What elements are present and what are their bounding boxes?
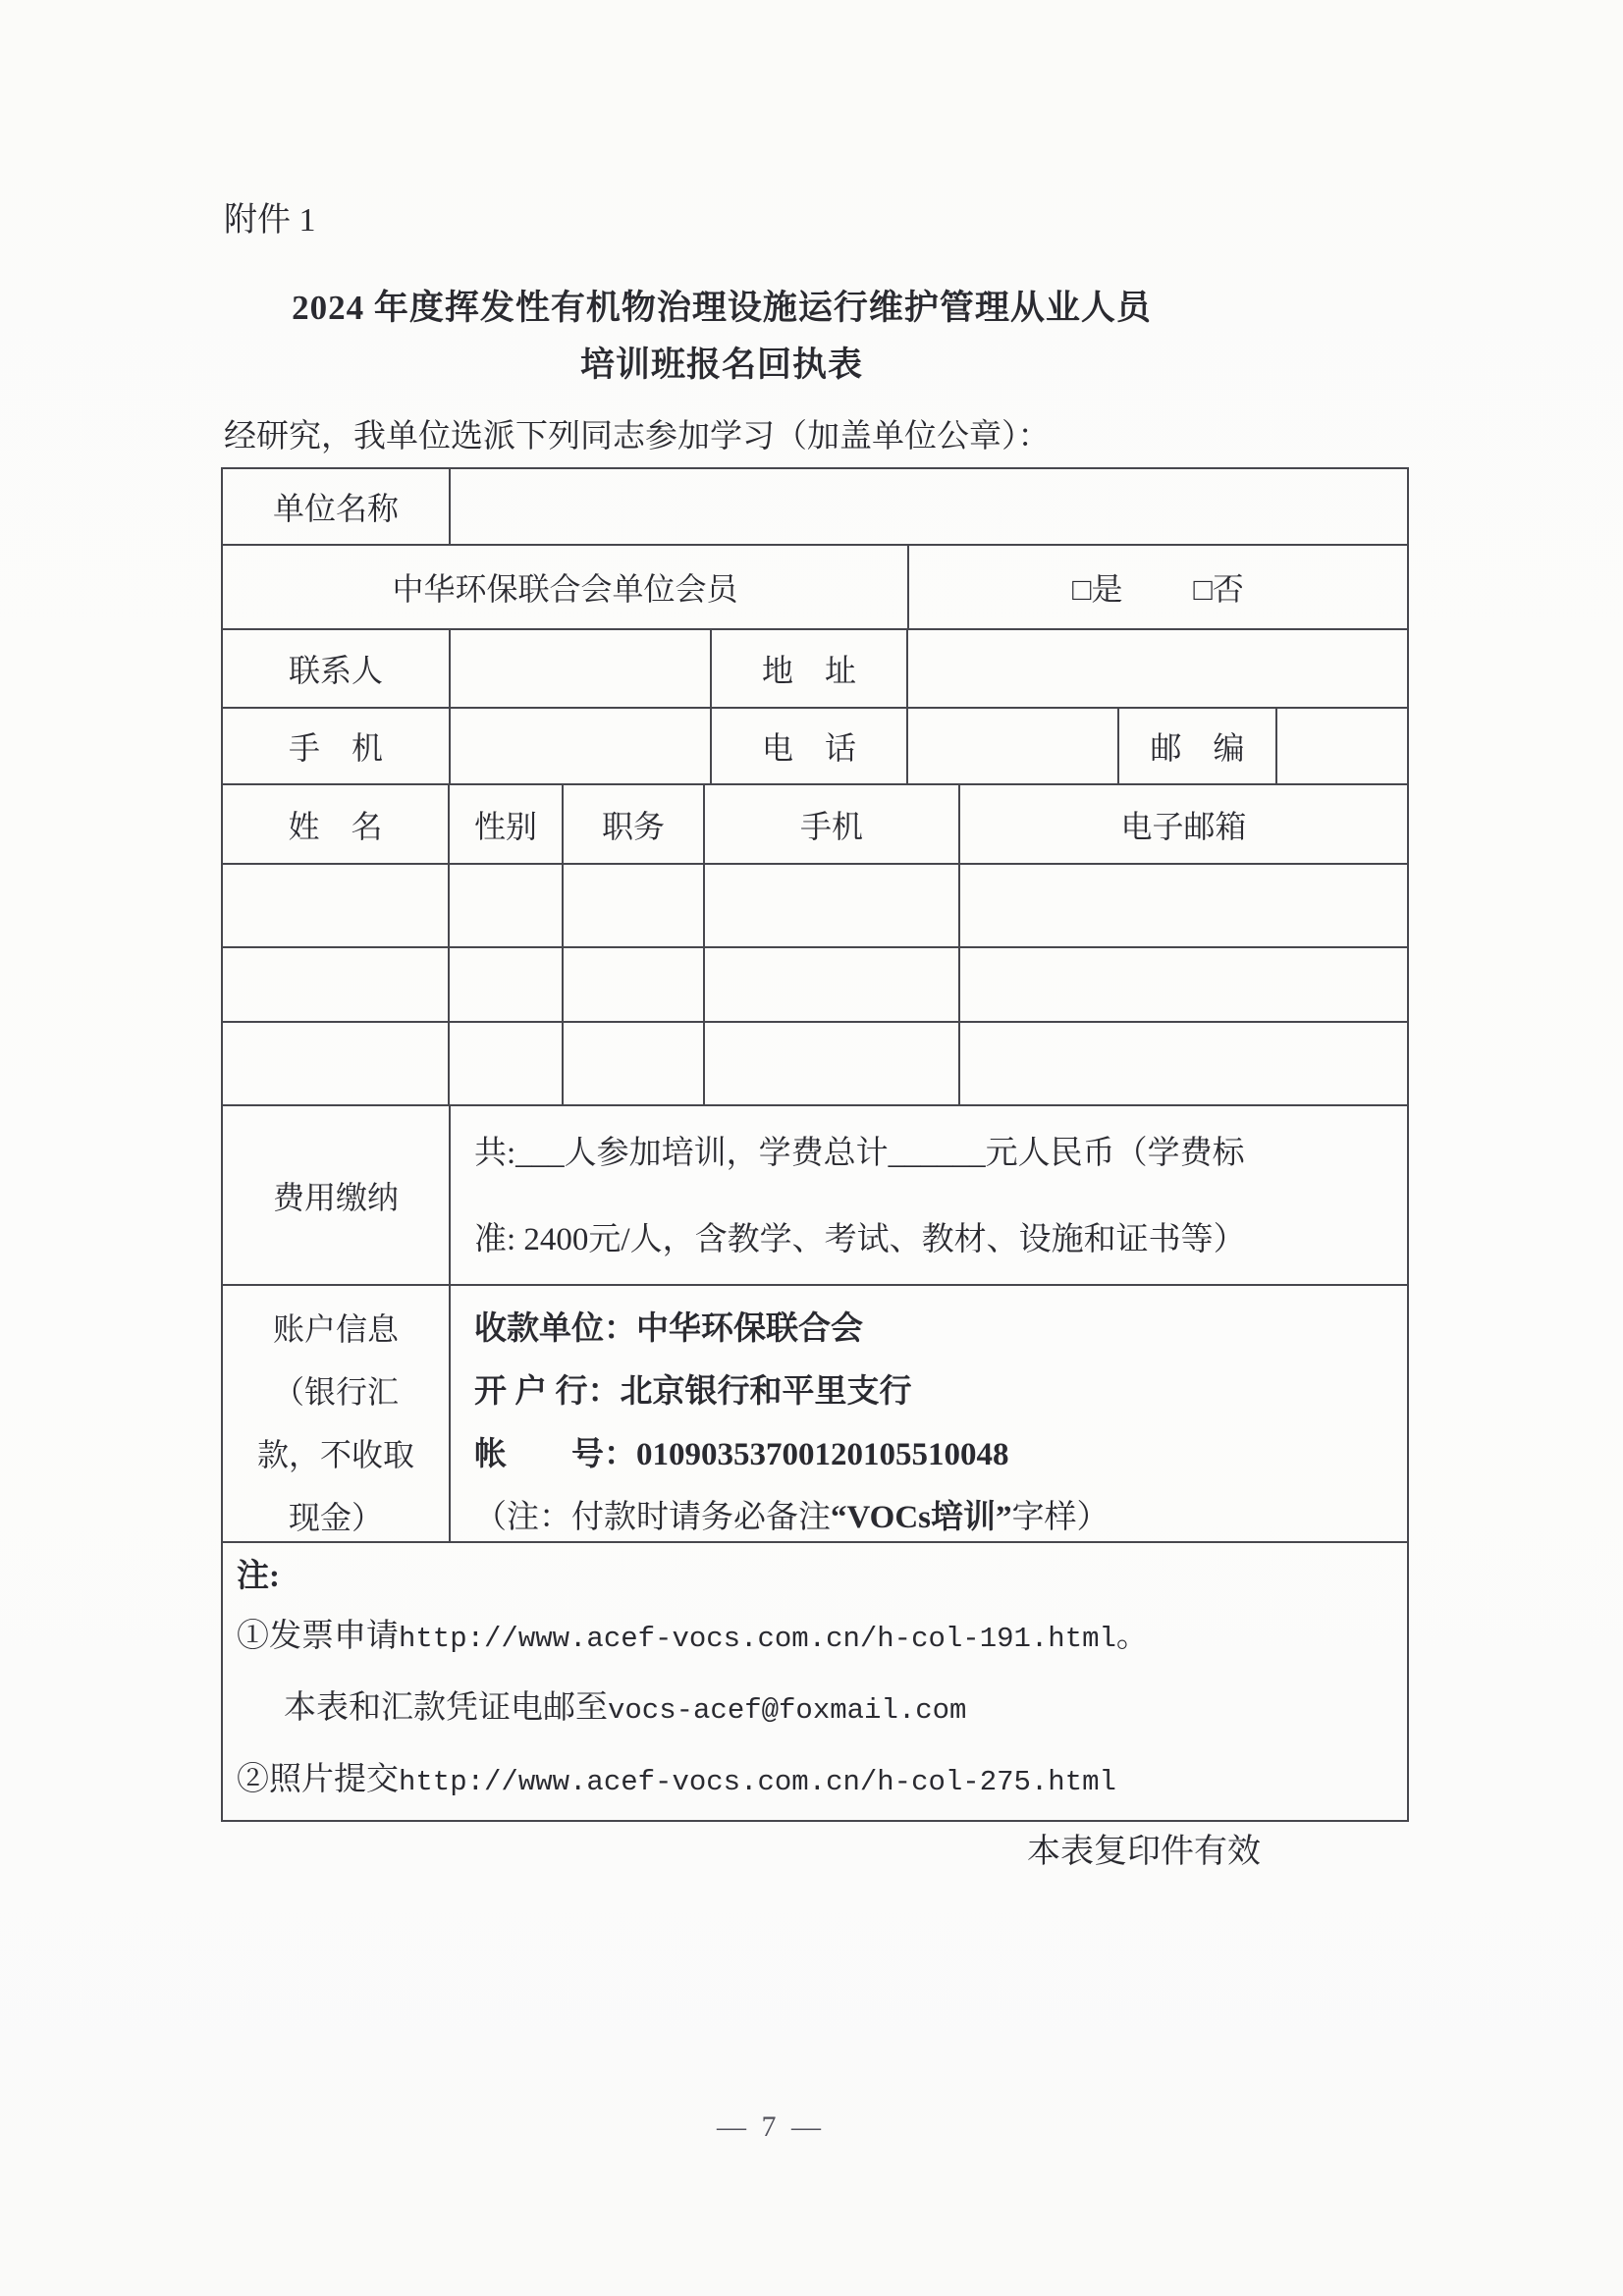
roster-mobile-cell[interactable] [703, 865, 958, 946]
roster-email-cell[interactable] [958, 1023, 1407, 1104]
account-label-line3: 款，不收取 [256, 1437, 414, 1472]
notes-row [223, 1541, 1407, 1820]
photo-url-link[interactable]: http://www.acef-vocs.com.cn/h-col-275.html [399, 1766, 1116, 1798]
postcode-input-cell[interactable] [1275, 709, 1407, 783]
roster-name-cell[interactable] [223, 865, 448, 946]
roster-gender-cell[interactable] [448, 948, 562, 1021]
mobile-phone-postcode-row [223, 707, 1407, 783]
membership-options-cell [907, 546, 1407, 628]
remark-vocs: “VOCs培训” [831, 1500, 1012, 1535]
payment-remark-line [474, 1486, 1407, 1541]
membership-yes-checkbox[interactable]: □是 [1072, 571, 1123, 607]
invoice-url-link[interactable]: http://www.acef-vocs.com.cn/h-col-191.html [399, 1623, 1116, 1655]
roster-row-3 [223, 1021, 1407, 1104]
note-invoice-text: ①发票申请 [237, 1619, 399, 1654]
membership-row [223, 544, 1407, 628]
roster-row-1 [223, 863, 1407, 946]
remark-prefix: （注：付款时请务必备注 [474, 1500, 831, 1535]
bank-line: 开 户 行：北京银行和平里支行 [474, 1374, 912, 1410]
account-label-line4: 现金） [288, 1500, 383, 1535]
membership-label: 中华环保联合会单位会员 [392, 571, 738, 607]
note-invoice-suffix: 。 [1115, 1619, 1149, 1654]
fee-content [449, 1106, 1407, 1284]
unit-name-label: 单位名称 [272, 491, 399, 526]
payee-line: 收款单位：中华环保联合会 [474, 1311, 863, 1347]
membership-no-checkbox[interactable]: □否 [1193, 571, 1244, 607]
attachment-label: 附件 1 [224, 202, 316, 239]
contact-label: 联系人 [288, 653, 383, 688]
remark-suffix: 字样） [1011, 1500, 1109, 1535]
roster-email-cell[interactable] [958, 948, 1407, 1021]
mobile-input-cell[interactable] [449, 709, 710, 783]
registration-table [221, 467, 1409, 1822]
roster-position-cell[interactable] [562, 865, 703, 946]
account-content [449, 1286, 1407, 1541]
form-title [0, 287, 1443, 387]
phone-input-cell[interactable] [906, 709, 1117, 783]
roster-position-cell[interactable] [562, 948, 703, 1021]
fee-row [223, 1104, 1407, 1284]
page-number: — 7 — [717, 2110, 825, 2143]
phone-label: 电 话 [710, 709, 906, 783]
account-row [223, 1284, 1407, 1541]
fee-label: 费用缴纳 [272, 1179, 399, 1215]
intro-text: 经研究，我单位选派下列同志参加学习（加盖单位公章）： [224, 419, 1051, 454]
email-link[interactable]: vocs-acef@foxmail.com [608, 1694, 967, 1727]
address-input-cell[interactable] [906, 630, 1407, 707]
account-label-line2: （银行汇 [272, 1374, 399, 1410]
unit-name-row [223, 469, 1407, 544]
copy-valid-note: 本表复印件有效 [1027, 1834, 1261, 1870]
roster-header-gender: 性别 [448, 785, 562, 863]
roster-name-cell[interactable] [223, 1023, 448, 1104]
contact-address-row [223, 628, 1407, 707]
roster-header-position: 职务 [562, 785, 703, 863]
roster-mobile-cell[interactable] [703, 1023, 958, 1104]
unit-name-input-cell[interactable] [449, 469, 1407, 544]
fee-line2: 准: 2400元/人，含教学、考试、教材、设施和证书等） [474, 1222, 1246, 1257]
contact-input-cell[interactable] [449, 630, 710, 707]
address-label: 地 址 [710, 630, 906, 707]
mobile-label: 手 机 [288, 730, 383, 766]
roster-gender-cell[interactable] [448, 1023, 562, 1104]
note-email [237, 1674, 1393, 1745]
postcode-label: 邮 编 [1117, 709, 1275, 783]
roster-position-cell[interactable] [562, 1023, 703, 1104]
account-label [223, 1286, 449, 1541]
note-photo-text: ②照片提交 [237, 1762, 399, 1797]
roster-email-cell[interactable] [958, 865, 1407, 946]
account-number-line: 帐 号：01090353700120105510048 [474, 1437, 1009, 1472]
note-photo [237, 1745, 1393, 1817]
fee-line1: 共:___人参加培训，学费总计______元人民币（学费标 [474, 1136, 1245, 1171]
roster-name-cell[interactable] [223, 948, 448, 1021]
note-invoice [237, 1602, 1393, 1674]
roster-row-2 [223, 946, 1407, 1021]
roster-header-email: 电子邮箱 [958, 785, 1407, 863]
note-email-text: 本表和汇款凭证电邮至 [284, 1690, 608, 1726]
roster-gender-cell[interactable] [448, 865, 562, 946]
roster-header-row [223, 783, 1407, 863]
form-title-line2: 培训班报名回执表 [579, 346, 863, 384]
form-title-line1: 2024 年度挥发性有机物治理设施运行维护管理从业人员 [292, 289, 1152, 327]
notes-section [223, 1543, 1407, 1820]
roster-mobile-cell[interactable] [703, 948, 958, 1021]
account-label-line1: 账户信息 [272, 1311, 399, 1347]
roster-header-mobile: 手机 [703, 785, 958, 863]
roster-header-name: 姓 名 [288, 808, 383, 844]
notes-label: 注: [237, 1559, 280, 1594]
